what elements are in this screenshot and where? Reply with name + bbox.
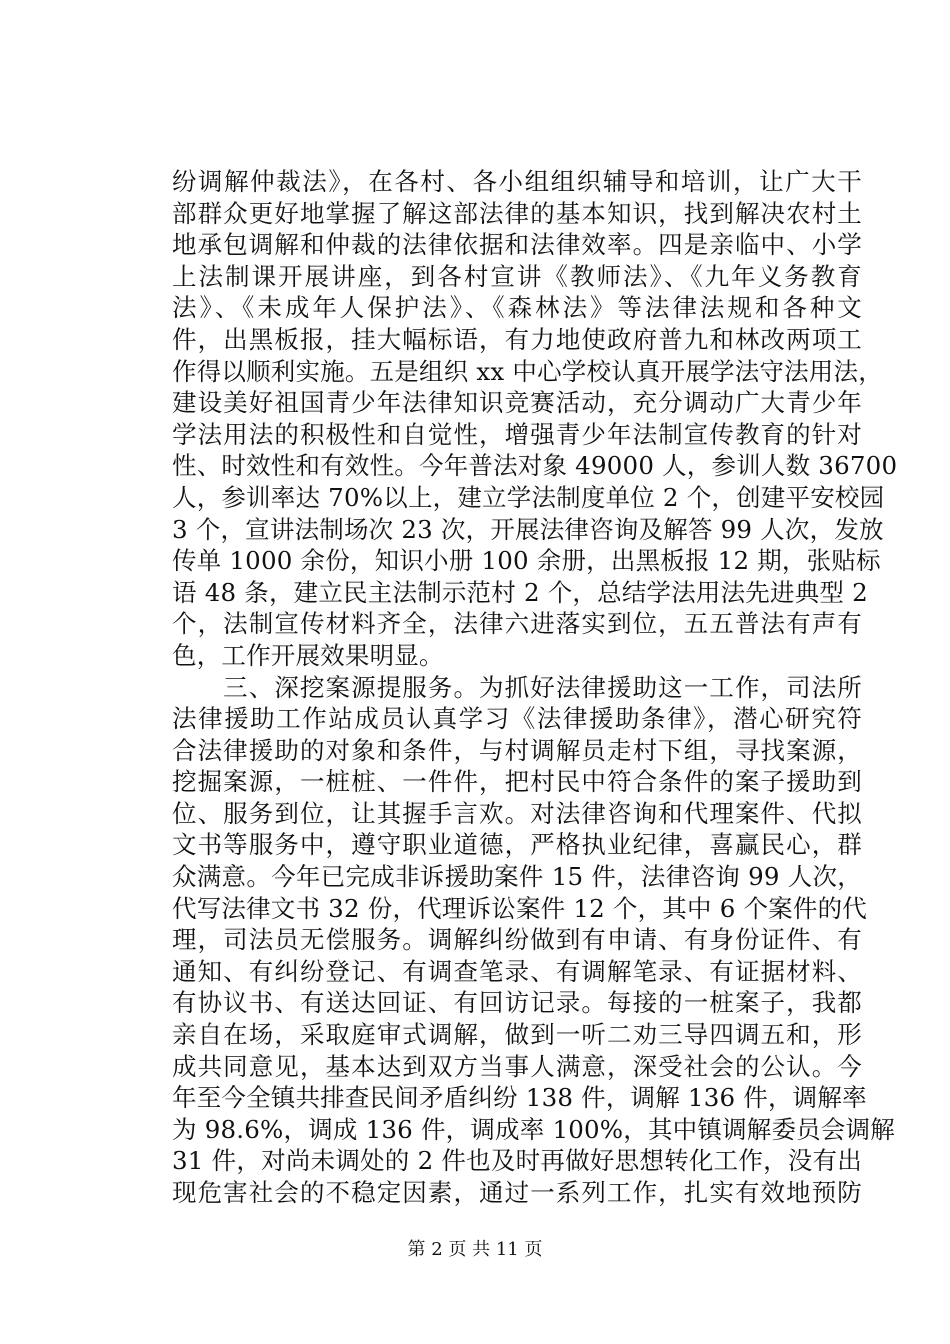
- text-line: 色，工作开展效果明显。: [172, 640, 444, 670]
- text-line: 位、服务到位，让其握手言欢。对法律咨询和代理案件、代拟: [172, 798, 862, 828]
- paragraph-1: [172, 166, 898, 672]
- text-line: 件，出黑板报，挂大幅标语，有力地使政府普九和林改两项工: [172, 324, 862, 354]
- text-line: 合法律援助的对象和条件，与村调解员走村下组，寻找案源，: [172, 735, 862, 765]
- text-line: 人，参训率达 70%以上，建立学法制度单位 2 个，创建平安校园: [172, 482, 885, 512]
- text-line: 法律援助工作站成员认真学习《法律援助条律》，潜心研究符: [172, 704, 862, 734]
- text-line: 部群众更好地掌握了解这部法律的基本知识，找到解决农村土: [172, 198, 862, 228]
- text-line: 成共同意见，基本达到双方当事人满意，深受社会的公认。今: [172, 1051, 862, 1081]
- text-line: 通知、有纠纷登记、有调查笔录、有调解笔录、有证据材料、: [172, 956, 862, 986]
- text-line: 三、深挖案源提服务。为抓好法律援助这一工作，司法所: [172, 672, 862, 702]
- text-line: 亲自在场，采取庭审式调解，做到一听二劝三导四调五和，形: [172, 1020, 862, 1050]
- text-line: 上法制课开展讲座，到各村宣讲《教师法》、《九年义务教育: [172, 261, 862, 291]
- text-line: 众满意。今年已完成非诉援助案件 15 件，法律咨询 99 人次，: [172, 862, 862, 892]
- text-line: 年至今全镇共排查民间矛盾纠纷 138 件，调解 136 件，调解率: [172, 1083, 867, 1113]
- text-line: 法》、《未成年人保护法》、《森林法》等法律法规和各种文: [172, 293, 862, 323]
- text-line: 有协议书、有送达回证、有回访记录。每接的一桩案子，我都: [172, 988, 862, 1018]
- text-line: 文书等服务中，遵守职业道德，严格执业纪律，喜赢民心，群: [172, 830, 862, 860]
- text-line: 纷调解仲裁法》，在各村、各小组组织辅导和培训，让广大干: [172, 167, 862, 196]
- text-line: 代写法律文书 32 份，代理诉讼案件 12 个，其中 6 个案件的代: [172, 893, 867, 923]
- text-line: 现危害社会的不稳定因素，通过一系列工作，扎实有效地预防: [172, 1178, 862, 1207]
- text-line: 理，司法员无偿服务。调解纠纷做到有申请、有身份证件、有: [172, 925, 862, 955]
- text-line: 31 件，对尚未调处的 2 件也及时再做好思想转化工作，没有出: [172, 1146, 862, 1176]
- text-line: 传单 1000 余份，知识小册 100 余册，出黑板报 12 期，张贴标: [172, 546, 881, 576]
- paragraph-2: [172, 672, 895, 1209]
- page-number-label: 第 2 页 共 11 页: [407, 1239, 543, 1260]
- text-line: 性、时效性和有效性。今年普法对象 49000 人，参训人数 36700: [172, 451, 898, 481]
- text-line: 学法用法的积极性和自觉性，增强青少年法制宣传教育的针对: [172, 419, 862, 449]
- text-line: 地承包调解和仲裁的法律依据和法律效率。四是亲临中、小学: [172, 230, 862, 260]
- text-line: 建设美好祖国青少年法律知识竞赛活动，充分调动广大青少年: [172, 388, 862, 418]
- page-footer: [0, 1238, 950, 1262]
- text-line: 为 98.6%，调成 136 件，调成率 100%，其中镇调解委员会调解: [172, 1114, 895, 1144]
- text-line: 个，法制宣传材料齐全，法律六进落实到位，五五普法有声有: [172, 609, 862, 639]
- text-line: 语 48 条，建立民主法制示范村 2 个，总结学法用法先进典型 2: [172, 577, 868, 607]
- text-line: 挖掘案源，一桩桩、一件件，把村民中符合条件的案子援助到: [172, 767, 862, 797]
- text-line: 3 个，宣讲法制场次 23 次，开展法律咨询及解答 99 人次，发放: [172, 514, 884, 544]
- body-text: [172, 166, 898, 1209]
- text-line: 作得以顺利实施。五是组织 xx 中心学校认真开展学法守法用法，: [172, 356, 883, 386]
